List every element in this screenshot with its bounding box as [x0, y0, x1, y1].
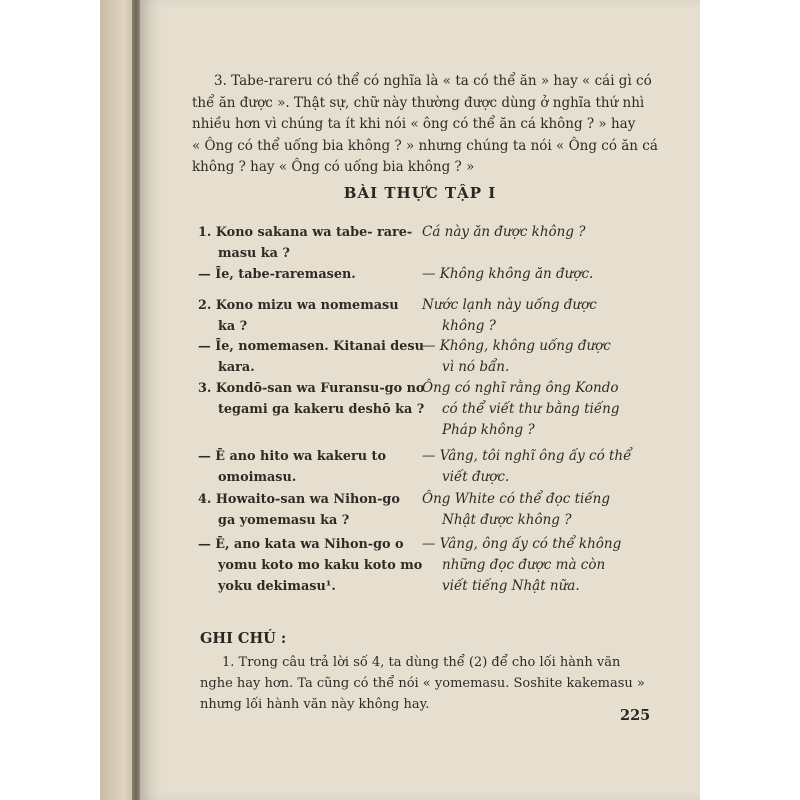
translation-line: những đọc được mà còn	[442, 557, 606, 573]
exercise-vietnamese	[422, 378, 682, 441]
translation-line: — Vâng, ông ấy có thể không	[422, 536, 622, 552]
exercise-vietnamese	[422, 222, 682, 243]
exercise-line: 3. Kondō-san wa Furansu-go no	[198, 381, 425, 396]
translation-line: viết tiếng Nhật nữa.	[442, 578, 580, 594]
exercise-vietnamese	[422, 336, 682, 378]
exercise-vietnamese	[422, 446, 682, 488]
exercise-japanese	[198, 489, 418, 531]
exercise-vietnamese	[422, 295, 682, 337]
page-number: 225	[620, 707, 651, 724]
exercise-line: 4. Howaito-san wa Nihon-go	[198, 492, 400, 507]
translation-line: vì nó bẩn.	[442, 359, 510, 375]
exercise-line: 1. Kono sakana wa tabe- rare-	[198, 225, 413, 240]
exercise-vietnamese	[422, 534, 682, 597]
paragraph-line: 3. Tabe-rareru có thể có nghĩa là « ta có thể ăn » hay « cái gì có	[214, 73, 652, 89]
translation-line: — Không, không uống được	[422, 338, 611, 354]
exercise-japanese	[198, 336, 424, 378]
exercise-line: kara.	[218, 360, 255, 375]
exercise-line: 2. Kono mizu wa nomemasu	[198, 298, 399, 313]
exercise-japanese	[198, 295, 418, 337]
note-line: 1. Trong câu trả lời số 4, ta dùng thể (2) để cho lối hành văn	[222, 655, 621, 670]
exercise-line: masu ka ?	[218, 246, 290, 261]
notes-text	[200, 652, 690, 715]
exercise-line: yomu koto mo kaku koto mo	[218, 558, 423, 573]
exercise-line: — Īe, nomemasen. Kitanai desu	[198, 339, 424, 354]
translation-line: Cá này ăn được không ?	[422, 224, 586, 240]
paragraph-line: « Ông có thể uống bia không ? » nhưng chúng ta nói « Ông có ăn cá	[192, 137, 658, 154]
notes-heading: GHI CHÚ :	[200, 630, 287, 647]
translation-line: có thể viết thư bằng tiếng	[442, 401, 620, 417]
paragraph-line: thể ăn được ». Thật sự, chữ này thường được dùng ở nghĩa thứ nhì	[192, 94, 645, 111]
paragraph-line: nhiều hơn vì chúng ta ít khi nói « ông có thể ăn cá không ? » hay	[192, 116, 636, 132]
translation-line: viết được.	[442, 469, 510, 485]
note-line: nhưng lối hành văn này không hay.	[200, 697, 430, 712]
exercise-line: tegami ga kakeru deshō ka ?	[218, 402, 425, 417]
exercise-japanese	[198, 378, 425, 420]
translation-line: Ông White có thể đọc tiếng	[422, 491, 610, 507]
exercise-vietnamese	[422, 489, 682, 531]
note-line: nghe hay hơn. Ta cũng có thể nói « yomemasu. Soshite kakemasu »	[200, 676, 645, 691]
exercise-line: omoimasu.	[218, 470, 297, 485]
exercise-japanese	[198, 222, 418, 264]
book-page	[140, 0, 700, 800]
translation-line: — Vâng, tôi nghĩ ông ấy có thể	[422, 448, 632, 464]
exercise-line: ga yomemasu ka ?	[218, 513, 350, 528]
exercise-japanese	[198, 264, 418, 285]
exercise-heading: BÀI THỰC TẬP I	[343, 184, 497, 202]
exercise-japanese	[198, 446, 418, 488]
exercise-line: — Ē, ano kata wa Nihon-go o	[198, 537, 404, 552]
paragraph-line: không ? hay « Ông có uống bia không ? »	[192, 159, 475, 175]
translation-line: Nhật được không ?	[442, 512, 572, 528]
exercise-vietnamese	[422, 264, 682, 285]
translation-line: — Không không ăn được.	[422, 266, 594, 282]
exercise-line: yoku dekimasu¹.	[218, 579, 336, 594]
exercise-line: ka ?	[218, 319, 248, 334]
exercise-japanese	[198, 534, 423, 597]
intro-paragraph	[192, 71, 682, 179]
translation-line: Nước lạnh này uống được	[422, 297, 597, 313]
translation-line: Ông có nghĩ rằng ông Kondo	[422, 380, 619, 396]
translation-line: không ?	[442, 318, 496, 334]
exercise-line: — Īe, tabe-raremasen.	[198, 267, 356, 282]
exercise-line: — Ē ano hito wa kakeru to	[198, 449, 386, 464]
translation-line: Pháp không ?	[442, 422, 535, 438]
